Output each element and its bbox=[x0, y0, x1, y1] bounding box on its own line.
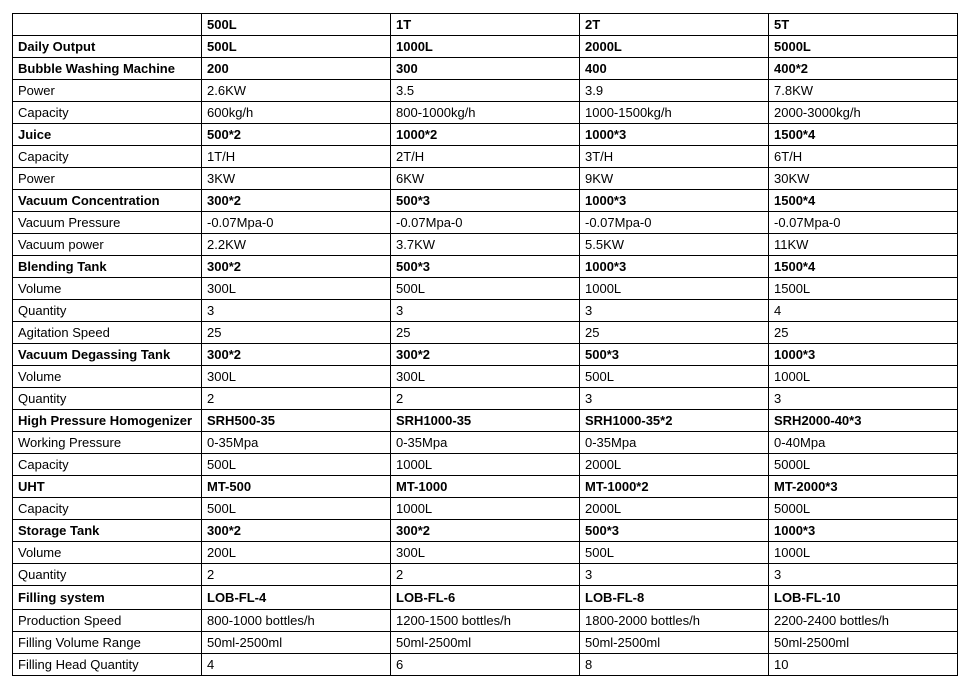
table-row bbox=[13, 212, 958, 234]
cell-value-500l: LOB-FL-4 bbox=[202, 586, 391, 610]
cell-value-5t: 3 bbox=[769, 388, 958, 410]
cell-value-2t: 3 bbox=[580, 388, 769, 410]
row-label-cell: Vacuum power bbox=[13, 234, 202, 256]
cell-value-2t: 1000*3 bbox=[580, 124, 769, 146]
cell-value-5t: MT-2000*3 bbox=[769, 476, 958, 498]
cell-value-500l: 3 bbox=[202, 300, 391, 322]
cell-value-2t: 1000*3 bbox=[580, 190, 769, 212]
cell-value-2t: 1000L bbox=[580, 278, 769, 300]
cell-value-1t: 300L bbox=[391, 366, 580, 388]
cell-value-5t: 30KW bbox=[769, 168, 958, 190]
cell-value-1t: 3.5 bbox=[391, 80, 580, 102]
cell-value-1t: -0.07Mpa-0 bbox=[391, 212, 580, 234]
cell-value-5t: 1000*3 bbox=[769, 520, 958, 542]
row-label-cell: Quantity bbox=[13, 300, 202, 322]
row-label-cell: Vacuum Degassing Tank bbox=[13, 344, 202, 366]
cell-value-500l: 300*2 bbox=[202, 344, 391, 366]
table-row bbox=[13, 80, 958, 102]
cell-value-500l: 4 bbox=[202, 654, 391, 676]
cell-value-5t: SRH2000-40*3 bbox=[769, 410, 958, 432]
cell-value-1t: 300 bbox=[391, 58, 580, 80]
cell-value-5t: 7.8KW bbox=[769, 80, 958, 102]
cell-value-1t: 2 bbox=[391, 564, 580, 586]
cell-value-2t: 500L bbox=[580, 366, 769, 388]
table-header-row bbox=[13, 14, 958, 36]
cell-value-1t: 1200-1500 bottles/h bbox=[391, 610, 580, 632]
header-cell-1t: 1T bbox=[391, 14, 580, 36]
cell-value-1t: 300*2 bbox=[391, 520, 580, 542]
cell-value-2t: 2000L bbox=[580, 498, 769, 520]
cell-value-1t: 6KW bbox=[391, 168, 580, 190]
cell-value-5t: 1000L bbox=[769, 366, 958, 388]
table-row bbox=[13, 278, 958, 300]
cell-value-1t: 300*2 bbox=[391, 344, 580, 366]
table-row bbox=[13, 168, 958, 190]
cell-value-2t: 9KW bbox=[580, 168, 769, 190]
cell-value-500l: 200L bbox=[202, 542, 391, 564]
cell-value-5t: 5000L bbox=[769, 454, 958, 476]
cell-value-500l: 200 bbox=[202, 58, 391, 80]
cell-value-5t: 2200-2400 bottles/h bbox=[769, 610, 958, 632]
section-row bbox=[13, 124, 958, 146]
cell-value-500l: 500L bbox=[202, 498, 391, 520]
cell-value-500l: MT-500 bbox=[202, 476, 391, 498]
row-label-cell: Capacity bbox=[13, 498, 202, 520]
cell-value-2t: 0-35Mpa bbox=[580, 432, 769, 454]
row-label-cell: Storage Tank bbox=[13, 520, 202, 542]
cell-value-500l: 800-1000 bottles/h bbox=[202, 610, 391, 632]
row-label-cell: Vacuum Pressure bbox=[13, 212, 202, 234]
row-label-cell: Volume bbox=[13, 366, 202, 388]
cell-value-2t: 5.5KW bbox=[580, 234, 769, 256]
cell-value-500l: 3KW bbox=[202, 168, 391, 190]
row-label-cell: Working Pressure bbox=[13, 432, 202, 454]
cell-value-500l: 2 bbox=[202, 388, 391, 410]
cell-value-2t: 3 bbox=[580, 300, 769, 322]
header-cell-corner bbox=[13, 14, 202, 36]
table-row bbox=[13, 498, 958, 520]
row-label-cell: Capacity bbox=[13, 102, 202, 124]
cell-value-2t: 2000L bbox=[580, 454, 769, 476]
section-row bbox=[13, 344, 958, 366]
table-row bbox=[13, 102, 958, 124]
row-label-cell: Blending Tank bbox=[13, 256, 202, 278]
cell-value-500l: 300*2 bbox=[202, 256, 391, 278]
cell-value-1t: 1000L bbox=[391, 36, 580, 58]
cell-value-500l: 2.2KW bbox=[202, 234, 391, 256]
cell-value-500l: SRH500-35 bbox=[202, 410, 391, 432]
cell-value-500l: 2 bbox=[202, 564, 391, 586]
cell-value-500l: 300L bbox=[202, 278, 391, 300]
table-row bbox=[13, 542, 958, 564]
cell-value-1t: 1000L bbox=[391, 498, 580, 520]
table-row bbox=[13, 146, 958, 168]
cell-value-2t: 3T/H bbox=[580, 146, 769, 168]
cell-value-5t: LOB-FL-10 bbox=[769, 586, 958, 610]
cell-value-500l: 0-35Mpa bbox=[202, 432, 391, 454]
cell-value-500l: 600kg/h bbox=[202, 102, 391, 124]
row-label-cell: Capacity bbox=[13, 146, 202, 168]
header-cell-500l: 500L bbox=[202, 14, 391, 36]
cell-value-2t: 50ml-2500ml bbox=[580, 632, 769, 654]
section-row bbox=[13, 476, 958, 498]
row-label-cell: Production Speed bbox=[13, 610, 202, 632]
spec-table-body bbox=[13, 14, 958, 676]
section-row bbox=[13, 256, 958, 278]
cell-value-2t: -0.07Mpa-0 bbox=[580, 212, 769, 234]
cell-value-5t: 1000*3 bbox=[769, 344, 958, 366]
cell-value-2t: 8 bbox=[580, 654, 769, 676]
row-label-cell: Agitation Speed bbox=[13, 322, 202, 344]
section-row bbox=[13, 586, 958, 610]
cell-value-2t: 1000-1500kg/h bbox=[580, 102, 769, 124]
cell-value-2t: 3.9 bbox=[580, 80, 769, 102]
cell-value-5t: 0-40Mpa bbox=[769, 432, 958, 454]
cell-value-5t: 1500L bbox=[769, 278, 958, 300]
cell-value-500l: 25 bbox=[202, 322, 391, 344]
cell-value-2t: 400 bbox=[580, 58, 769, 80]
row-label-cell: Vacuum Concentration bbox=[13, 190, 202, 212]
equipment-spec-table bbox=[12, 13, 958, 676]
cell-value-500l: 1T/H bbox=[202, 146, 391, 168]
cell-value-1t: 500*3 bbox=[391, 190, 580, 212]
header-cell-2t: 2T bbox=[580, 14, 769, 36]
cell-value-5t: 6T/H bbox=[769, 146, 958, 168]
cell-value-2t: 1800-2000 bottles/h bbox=[580, 610, 769, 632]
cell-value-1t: 1000*2 bbox=[391, 124, 580, 146]
cell-value-1t: LOB-FL-6 bbox=[391, 586, 580, 610]
cell-value-5t: 50ml-2500ml bbox=[769, 632, 958, 654]
table-row bbox=[13, 366, 958, 388]
row-label-cell: Power bbox=[13, 80, 202, 102]
cell-value-500l: -0.07Mpa-0 bbox=[202, 212, 391, 234]
cell-value-5t: 11KW bbox=[769, 234, 958, 256]
table-row bbox=[13, 300, 958, 322]
table-row bbox=[13, 610, 958, 632]
cell-value-2t: 500L bbox=[580, 542, 769, 564]
row-label-cell: Filling system bbox=[13, 586, 202, 610]
cell-value-2t: SRH1000-35*2 bbox=[580, 410, 769, 432]
cell-value-500l: 300*2 bbox=[202, 190, 391, 212]
cell-value-500l: 300L bbox=[202, 366, 391, 388]
cell-value-5t: 2000-3000kg/h bbox=[769, 102, 958, 124]
cell-value-5t: 5000L bbox=[769, 36, 958, 58]
row-label-cell: Filling Volume Range bbox=[13, 632, 202, 654]
cell-value-1t: 1000L bbox=[391, 454, 580, 476]
cell-value-500l: 500L bbox=[202, 36, 391, 58]
cell-value-2t: 1000*3 bbox=[580, 256, 769, 278]
cell-value-1t: 0-35Mpa bbox=[391, 432, 580, 454]
row-label-cell: Volume bbox=[13, 278, 202, 300]
table-row bbox=[13, 322, 958, 344]
cell-value-2t: LOB-FL-8 bbox=[580, 586, 769, 610]
cell-value-5t: 1000L bbox=[769, 542, 958, 564]
row-label-cell: Power bbox=[13, 168, 202, 190]
cell-value-2t: 3 bbox=[580, 564, 769, 586]
row-label-cell: Bubble Washing Machine bbox=[13, 58, 202, 80]
cell-value-1t: 6 bbox=[391, 654, 580, 676]
spec-table-container bbox=[12, 13, 958, 676]
cell-value-5t: 1500*4 bbox=[769, 124, 958, 146]
header-cell-5t: 5T bbox=[769, 14, 958, 36]
cell-value-2t: 2000L bbox=[580, 36, 769, 58]
cell-value-5t: 3 bbox=[769, 564, 958, 586]
cell-value-500l: 500*2 bbox=[202, 124, 391, 146]
cell-value-500l: 500L bbox=[202, 454, 391, 476]
table-row bbox=[13, 432, 958, 454]
section-row bbox=[13, 36, 958, 58]
cell-value-2t: 500*3 bbox=[580, 520, 769, 542]
cell-value-1t: 500L bbox=[391, 278, 580, 300]
cell-value-5t: 4 bbox=[769, 300, 958, 322]
row-label-cell: Daily Output bbox=[13, 36, 202, 58]
cell-value-1t: 300L bbox=[391, 542, 580, 564]
cell-value-1t: 3.7KW bbox=[391, 234, 580, 256]
cell-value-500l: 300*2 bbox=[202, 520, 391, 542]
table-row bbox=[13, 388, 958, 410]
cell-value-2t: 25 bbox=[580, 322, 769, 344]
cell-value-5t: 5000L bbox=[769, 498, 958, 520]
row-label-cell: Juice bbox=[13, 124, 202, 146]
cell-value-1t: SRH1000-35 bbox=[391, 410, 580, 432]
cell-value-5t: 10 bbox=[769, 654, 958, 676]
cell-value-500l: 2.6KW bbox=[202, 80, 391, 102]
cell-value-1t: 2T/H bbox=[391, 146, 580, 168]
table-row bbox=[13, 234, 958, 256]
row-label-cell: Quantity bbox=[13, 388, 202, 410]
cell-value-1t: 3 bbox=[391, 300, 580, 322]
cell-value-5t: 25 bbox=[769, 322, 958, 344]
section-row bbox=[13, 520, 958, 542]
cell-value-500l: 50ml-2500ml bbox=[202, 632, 391, 654]
cell-value-5t: 400*2 bbox=[769, 58, 958, 80]
cell-value-1t: MT-1000 bbox=[391, 476, 580, 498]
table-row bbox=[13, 654, 958, 676]
section-row bbox=[13, 410, 958, 432]
cell-value-1t: 25 bbox=[391, 322, 580, 344]
row-label-cell: Quantity bbox=[13, 564, 202, 586]
row-label-cell: High Pressure Homogenizer bbox=[13, 410, 202, 432]
cell-value-5t: 1500*4 bbox=[769, 256, 958, 278]
table-row bbox=[13, 564, 958, 586]
cell-value-1t: 500*3 bbox=[391, 256, 580, 278]
section-row bbox=[13, 190, 958, 212]
row-label-cell: Filling Head Quantity bbox=[13, 654, 202, 676]
cell-value-5t: 1500*4 bbox=[769, 190, 958, 212]
row-label-cell: Volume bbox=[13, 542, 202, 564]
table-row bbox=[13, 454, 958, 476]
row-label-cell: Capacity bbox=[13, 454, 202, 476]
cell-value-1t: 800-1000kg/h bbox=[391, 102, 580, 124]
table-row bbox=[13, 632, 958, 654]
cell-value-1t: 50ml-2500ml bbox=[391, 632, 580, 654]
cell-value-2t: 500*3 bbox=[580, 344, 769, 366]
cell-value-5t: -0.07Mpa-0 bbox=[769, 212, 958, 234]
row-label-cell: UHT bbox=[13, 476, 202, 498]
cell-value-2t: MT-1000*2 bbox=[580, 476, 769, 498]
section-row bbox=[13, 58, 958, 80]
cell-value-1t: 2 bbox=[391, 388, 580, 410]
